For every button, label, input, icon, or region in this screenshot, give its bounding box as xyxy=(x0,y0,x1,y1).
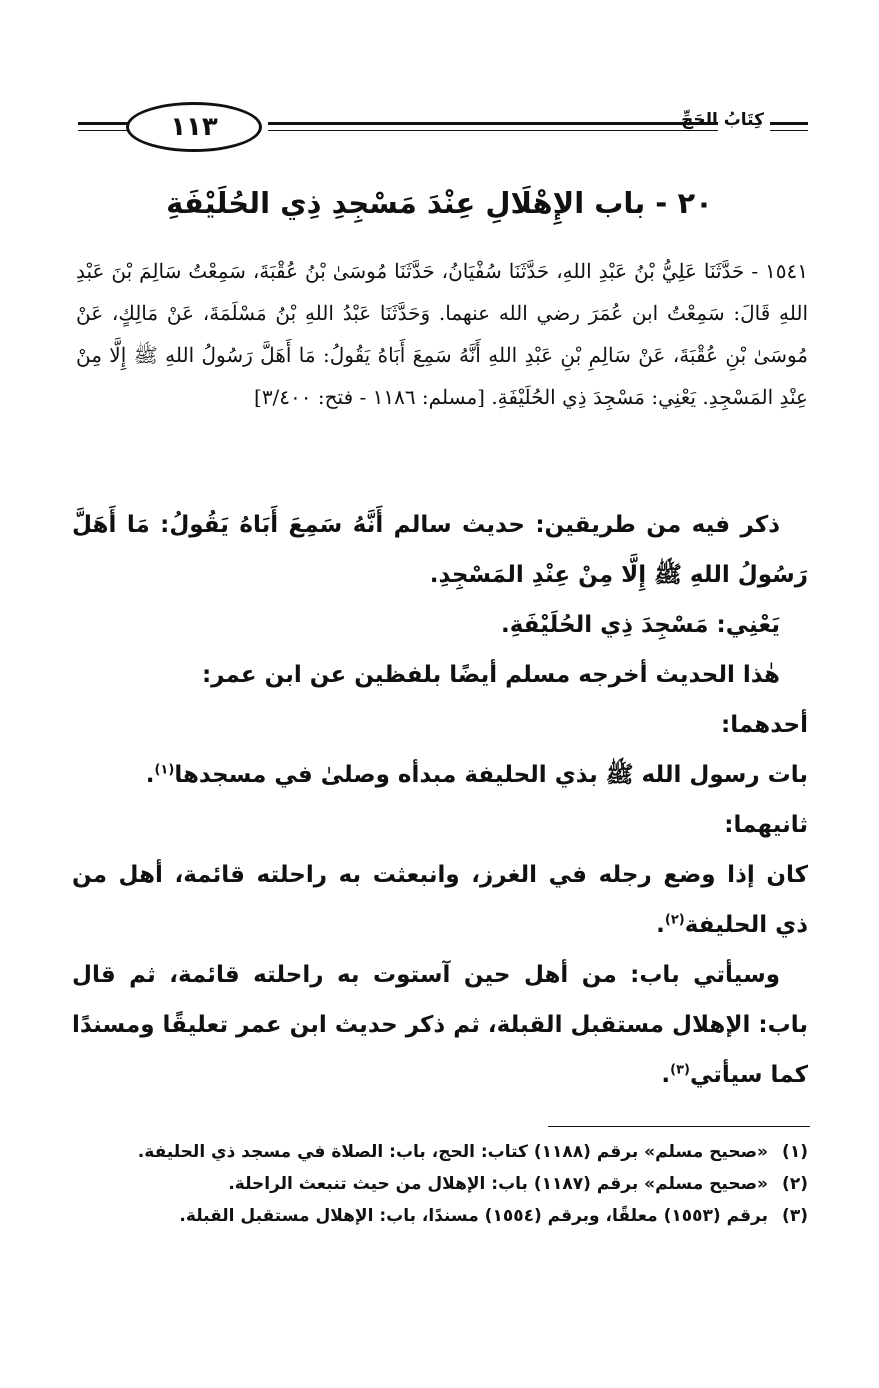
footnote-number: (٢) xyxy=(782,1174,808,1194)
footnote-text: «صحيح مسلم» برقم (١١٨٨) كتاب: الحج، باب: الصلاة في مسجد ذي الحليفة. xyxy=(137,1142,768,1162)
page-number: ١١٣ xyxy=(126,102,262,152)
chapter-heading: ٢٠ - باب الإِهْلَالِ عِنْدَ مَسْجِدِ ذِي الحُلَيْفَةِ xyxy=(166,186,713,220)
header-rule xyxy=(268,130,718,131)
footnote xyxy=(72,1136,808,1168)
commentary xyxy=(72,500,808,1100)
commentary-paragraph: ذكر فيه من طريقين: حديث سالم أَنَّهُ سَمِعَ أَبَاهُ يَقُولُ: مَا أَهَلَّ رَسُولُ اللهِ ﷺ إِلَّا مِنْ عِنْدِ المَسْجِدِ. xyxy=(72,512,808,588)
page-header xyxy=(78,100,808,160)
header-rule xyxy=(770,122,808,125)
footnote-number: (١) xyxy=(782,1142,808,1162)
commentary-paragraph: ثانيهما: xyxy=(724,812,808,838)
commentary-paragraph: أحدهما: xyxy=(721,712,808,738)
header-rule xyxy=(268,122,718,125)
footnote-text: «صحيح مسلم» برقم (١١٨٧) باب: الإهلال من حيث تنبعث الراحلة. xyxy=(228,1174,768,1194)
footnote-text: برقم (١٥٥٣) معلقًا، وبرقم (١٥٥٤) مسندًا، باب: الإهلال مستقبل القبلة. xyxy=(179,1206,768,1226)
footnotes xyxy=(72,1136,808,1232)
header-rule xyxy=(78,122,128,125)
commentary-paragraph: بات رسول الله ﷺ بذي الحليفة مبدأه وصلىٰ في مسجدها$^{(١)}$. xyxy=(145,762,808,788)
commentary-paragraph: كان إذا وضع رجله في الغرز، وانبعثت به راحلته قائمة، أهل من ذي الحليفة$^{(٢)}$. xyxy=(72,862,808,938)
header-rule xyxy=(78,130,128,131)
footnote xyxy=(72,1200,808,1232)
footnote-marker: (٢) xyxy=(664,912,685,928)
footnote xyxy=(72,1168,808,1200)
running-title: كِتَابُ الحَجِّ xyxy=(681,110,764,130)
commentary-paragraph: يَعْنِي: مَسْجِدَ ذِي الحُلَيْفَةِ. xyxy=(501,612,780,638)
commentary-paragraph: وسيأتي باب: من أهل حين آستوت به راحلته قائمة، ثم قال باب: الإهلال مستقبل القبلة، ثم ذكر حديث ابن عمر تعليقًا ومسندًا كما سيأتي$^{(٣)}$. xyxy=(72,962,808,1088)
hadith-text: ١٥٤١ - حَدَّثَنَا عَلِيُّ بْنُ عَبْدِ اللهِ، حَدَّثَنَا سُفْيَانُ، حَدَّثَنَا مُوسَىٰ بْنُ عُقْبَةَ، سَمِعْتُ سَالِمَ بْنَ عَبْدِ اللهِ قَالَ: سَمِعْتُ ابن عُمَرَ رضي الله عنهما. وَحَدَّثَنَا عَبْدُ اللهِ بْنُ مَسْلَمَةَ، عَنْ مَالِكٍ، عَنْ مُوسَىٰ بْنِ عُقْبَةَ، عَنْ سَالِمِ بْنِ عَبْدِ اللهِ أَنَّهُ سَمِعَ أَبَاهُ يَقُولُ: مَا أَهَلَّ رَسُولُ اللهِ ﷺ إِلَّا مِنْ عِنْدِ المَسْجِدِ. يَعْنِي: مَسْجِدَ ذِي الحُلَيْفَةِ. [مسلم: ١١٨٦ - فتح: ٣/٤٠٠] xyxy=(76,259,808,409)
footnote-marker: (١) xyxy=(154,762,175,778)
commentary-paragraph: هٰذا الحديث أخرجه مسلم أيضًا بلفظين عن ابن عمر: xyxy=(201,662,780,688)
footnote-number: (٣) xyxy=(782,1206,808,1226)
footnote-separator xyxy=(548,1126,810,1127)
header-rule xyxy=(770,130,808,131)
footnote-marker: (٣) xyxy=(670,1062,690,1078)
